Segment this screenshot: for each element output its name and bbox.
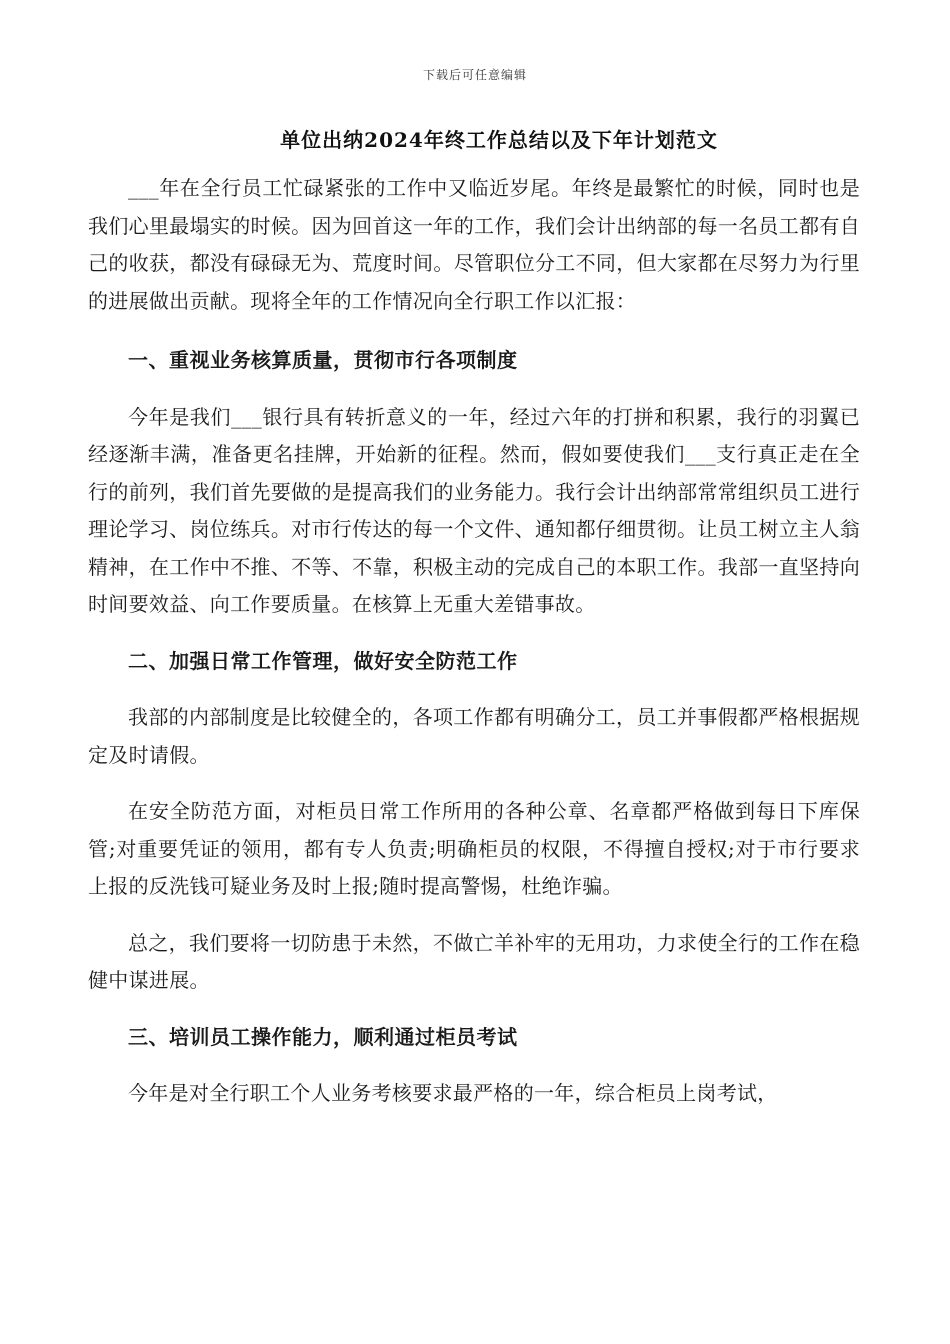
paragraph-section-2a: 我部的内部制度是比较健全的，各项工作都有明确分工，员工并事假都严格根据规定及时请假。	[88, 705, 860, 767]
document-body	[88, 170, 860, 1113]
section-heading-2: 二、加强日常工作管理，做好安全防范工作	[128, 648, 518, 673]
document-title: 单位出纳2024年终工作总结以及下年计划范文	[280, 128, 718, 152]
paragraph-section-2b: 在安全防范方面，对柜员日常工作所用的各种公章、名章都严格做到每日下库保管;对重要凭证的领用，都有专人负责;明确柜员的权限，不得擅自授权;对于市行要求上报的反洗钱可疑业务及时上报;随时提高警惕，杜绝诈骗。	[88, 799, 860, 898]
paragraph-section-2c: 总之，我们要将一切防患于未然，不做亡羊补牢的无用功，力求使全行的工作在稳健中谋进展。	[88, 930, 860, 992]
paragraph-intro: ___年在全行员工忙碌紧张的工作中又临近岁尾。年终是最繁忙的时候，同时也是我们心里最塌实的时候。因为回首这一年的工作，我们会计出纳部的每一名员工都有自己的收获，都没有碌碌无为、荒度时间。尽管职位分工不同，但大家都在尽努力为行里的进展做出贡献。现将全年的工作情况向全行职工作以汇报：	[88, 176, 860, 313]
paragraph-section-3: 今年是对全行职工个人业务考核要求最严格的一年，综合柜员上岗考试，	[128, 1081, 778, 1105]
paragraph-section-1: 今年是我们___银行具有转折意义的一年，经过六年的打拼和积累，我行的羽翼已经逐渐丰满，准备更名挂牌，开始新的征程。然而，假如要使我们___支行真正走在全行的前列，我们首先要做的是提高我们的业务能力。我行会计出纳部常常组织员工进行理论学习、岗位练兵。对市行传达的每一个文件、通知都仔细贯彻。让员工树立主人翁精神，在工作中不推、不等、不靠，积极主动的完成自己的本职工作。我部一直坚持向时间要效益、向工作要质量。在核算上无重大差错事故。	[88, 404, 860, 616]
section-heading-3: 三、培训员工操作能力，顺利通过柜员考试	[128, 1024, 518, 1049]
section-heading-1: 一、重视业务核算质量，贯彻市行各项制度	[128, 348, 518, 372]
header-note: 下载后可任意编辑	[422, 68, 527, 82]
